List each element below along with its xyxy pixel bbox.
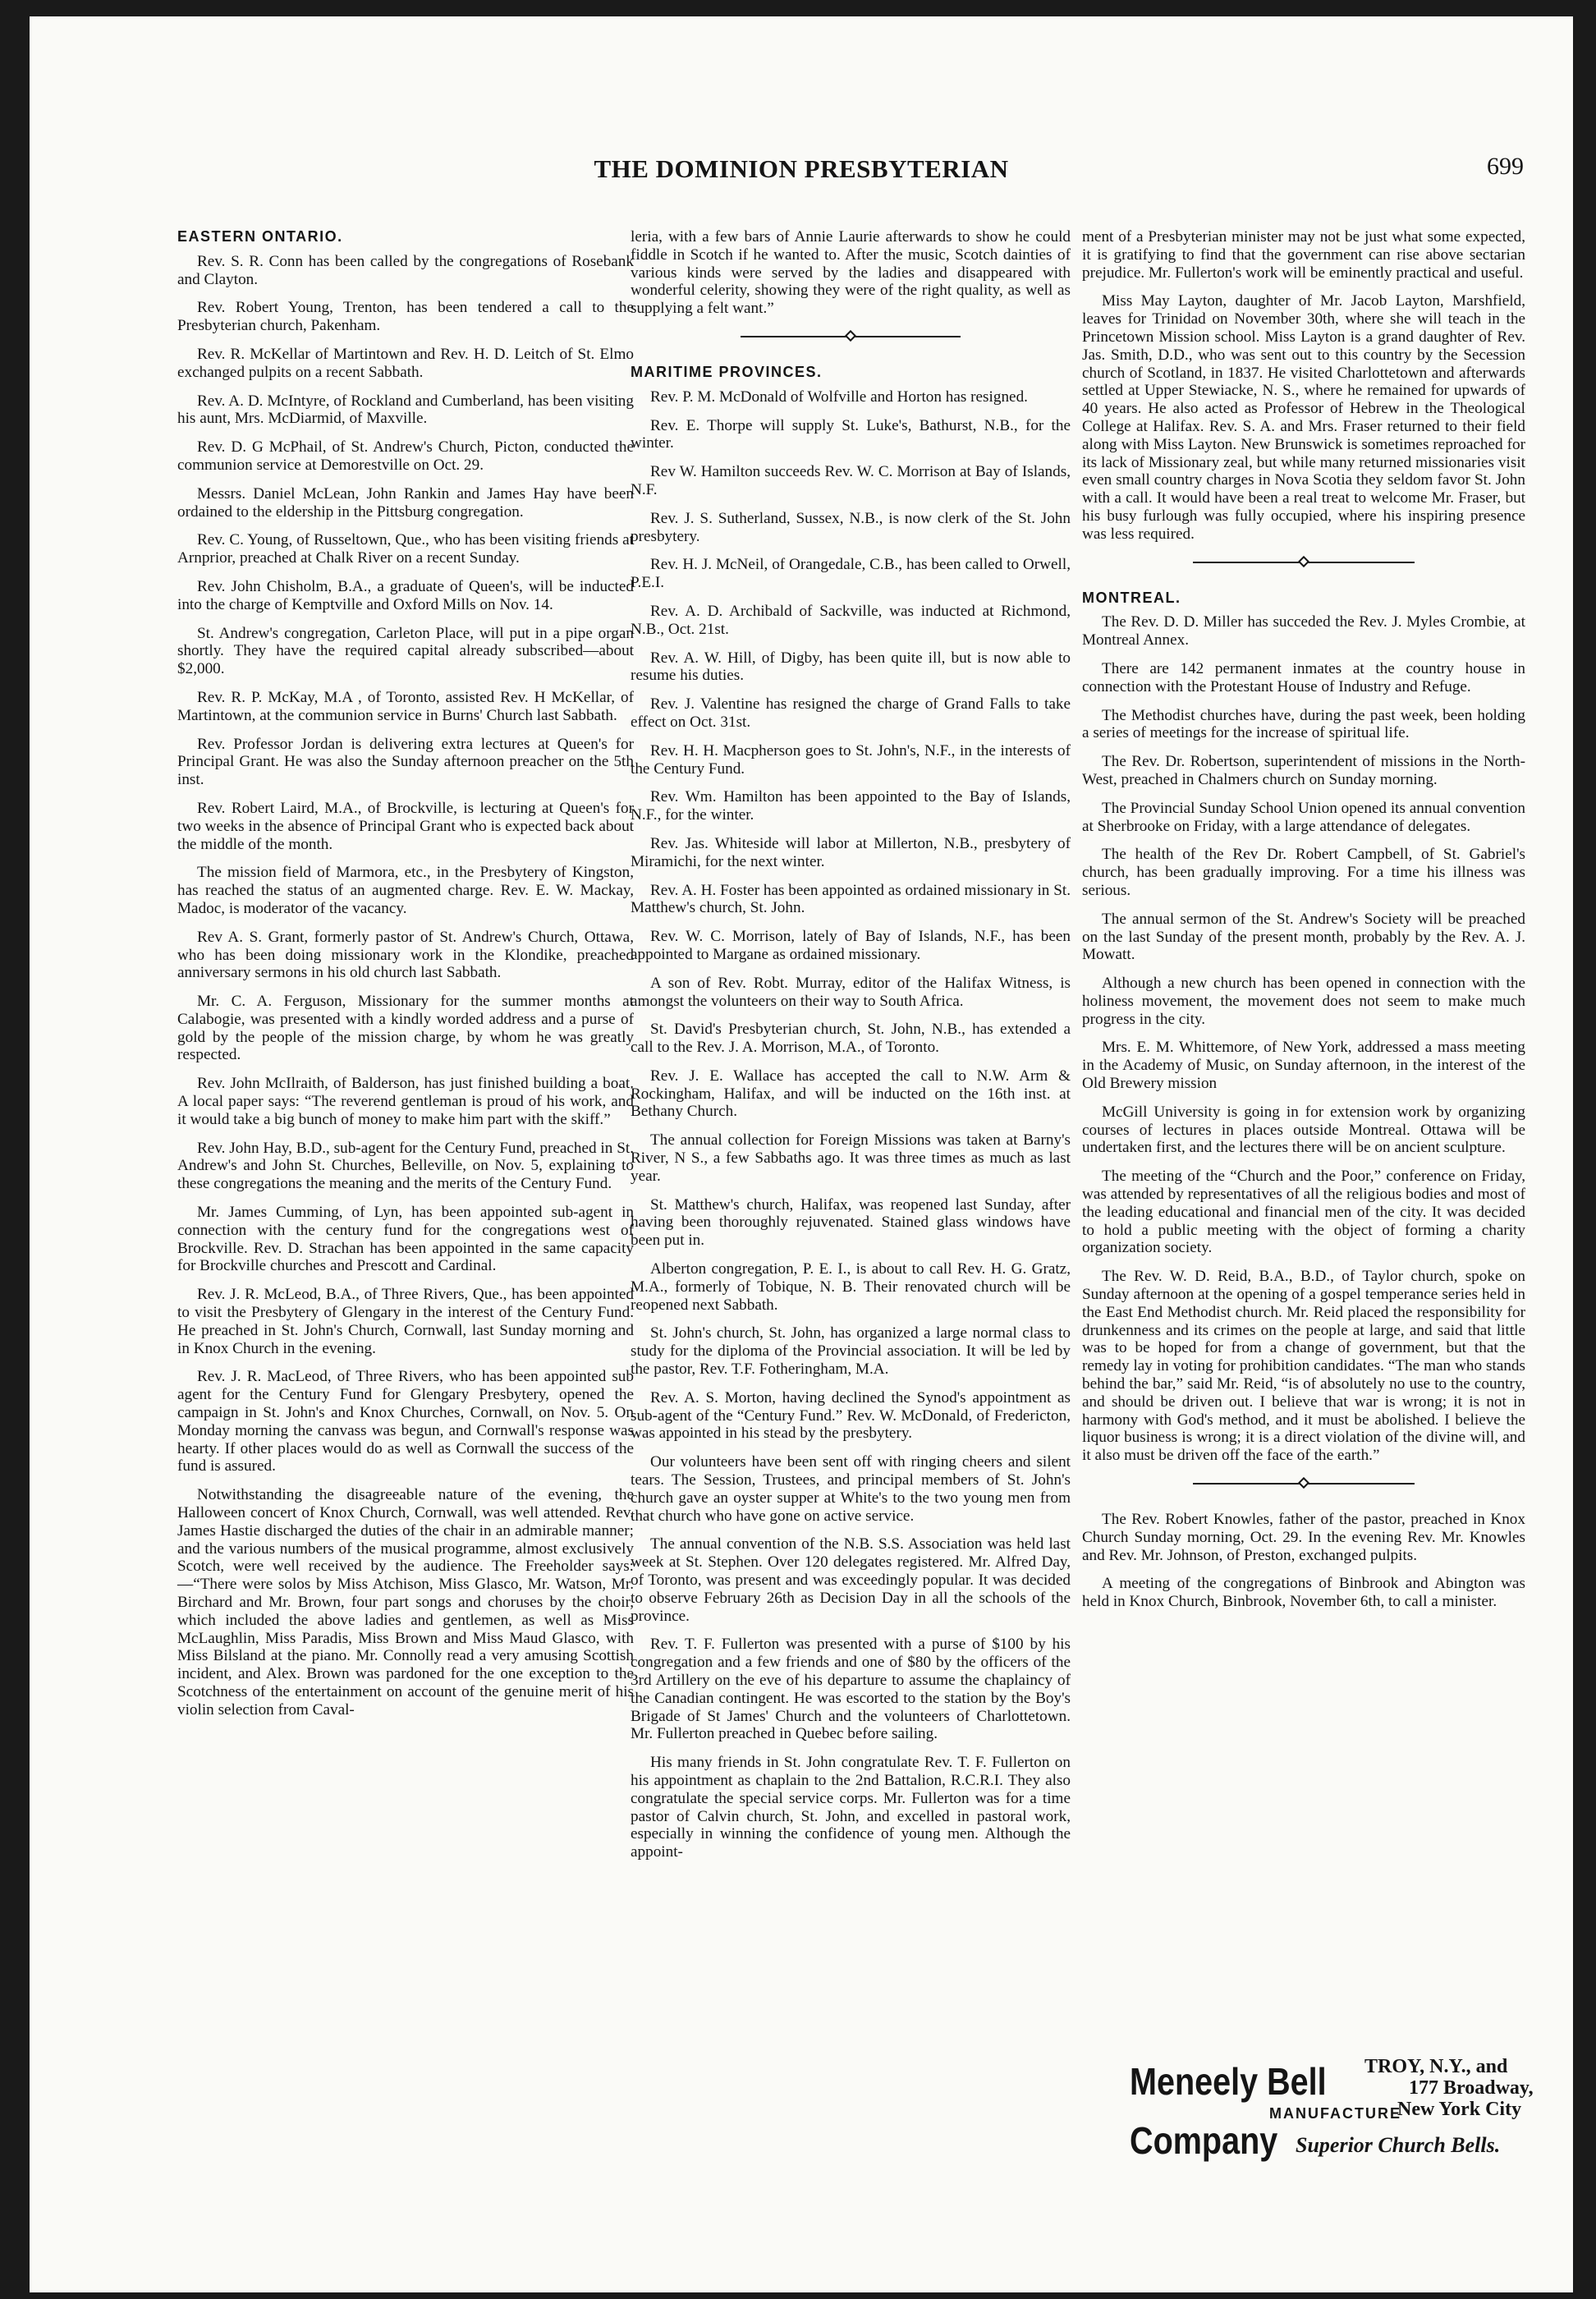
news-item: The Rev. Dr. Robertson, superintendent of missions in the North-West, preached in Chalmers church on Sunday morning. xyxy=(1082,753,1525,788)
news-item: Rev. C. Young, of Russeltown, Que., who has been visiting friends at Arnprior, preached at Chalk River on a recent Sunday. xyxy=(177,531,634,567)
news-item: Rev. A. S. Morton, having declined the Synod's appointment as sub-agent of the “Century Fund.” Rev. W. McDonald, of Fredericton, was appointed in his stead by the presbytery. xyxy=(631,1388,1071,1443)
ad-slogan: Superior Church Bells. xyxy=(1296,2133,1501,2157)
news-item: Rev W. Hamilton succeeds Rev. W. C. Morrison at Bay of Islands, N.F. xyxy=(631,463,1071,498)
news-item: Rev. John Chisholm, B.A., a graduate of Queen's, will be inducted into the charge of Kemptville and Oxford Mills on Nov. 14. xyxy=(177,577,634,613)
layton-item xyxy=(1082,292,1525,543)
news-item: Alberton congregation, P. E. I., is about to call Rev. H. G. Gratz, M.A., formerly of Tobique, N. B. Their renovated church will be reopened next Sabbath. xyxy=(631,1260,1071,1314)
column-montreal xyxy=(1082,228,1525,1622)
ad-location-line: TROY, N.Y., and xyxy=(1364,2056,1508,2077)
page-header-title: THE DOMINION PRESBYTERIAN xyxy=(594,154,1009,183)
section-heading-eastern-ontario: EASTERN ONTARIO. xyxy=(177,228,343,245)
news-item: Rev. D. G McPhail, of St. Andrew's Church, Picton, conducted the communion service at Demorestville on Oct. 29. xyxy=(177,438,634,474)
news-item: St. Matthew's church, Halifax, was reopened last Sunday, after having been thoroughly rejuvenated. Stained glass windows have been put in. xyxy=(631,1195,1071,1250)
news-item: The Rev. D. D. Miller has succeded the Rev. J. Myles Crombie, at Montreal Annex. xyxy=(1082,613,1525,649)
news-item: Although a new church has been opened in connection with the holiness movement, the movement does not seem to make much progress in the city. xyxy=(1082,975,1525,1028)
news-item: St. John's church, St. John, has organized a large normal class to study for the diploma of the Provincial association. It will be led by the pastor, Rev. T.F. Fotheringham, M.A. xyxy=(631,1324,1071,1379)
news-item: Rev. Robert Young, Trenton, has been tendered a call to the Presbyterian church, Pakenham. xyxy=(177,299,634,335)
news-item: Rev. John McIlraith, of Balderson, has just finished building a boat. A local paper says: “The reverend gentleman is proud of his work, and it would take a big bunch of money to make him part with the skiff.” xyxy=(177,1075,634,1128)
news-item: Rev. Robert Laird, M.A., of Brockville, is lecturing at Queen's for two weeks in the absence of Principal Grant who is expected back about the middle of the month. xyxy=(177,799,634,853)
news-item: Rev. R. P. McKay, M.A , of Toronto, assisted Rev. H McKellar, of Martintown, at the communion service in Burns' Church last Sabbath. xyxy=(177,688,634,724)
news-item: Rev. P. M. McDonald of Wolfville and Horton has resigned. xyxy=(650,388,1028,406)
page-number: 699 xyxy=(1487,153,1524,180)
news-item: Rev. J. S. Sutherland, Sussex, N.B., is now clerk of the St. John presbytery. xyxy=(631,509,1071,545)
maritime-items xyxy=(631,388,1071,1861)
news-item: Rev. A. W. Hill, of Digby, has been quite ill, but is now able to resume his duties. xyxy=(631,649,1071,685)
news-item: Rev. Professor Jordan is delivering extra lectures at Queen's for Principal Grant. He was also the Sunday afternoon preacher on the 5th inst. xyxy=(177,735,634,789)
continued-paragraph: ment of a Presbyterian minister may not be just what some expected, it is gratifying to find that the government can rise above sectarian prejudice. Mr. Fullerton's work will be eminently practical and useful. xyxy=(1082,228,1525,282)
news-item: Rev. H. J. McNeil, of Orangedale, C.B., has been called to Orwell, P.E.I. xyxy=(631,556,1071,592)
news-item: The Provincial Sunday School Union opened its annual convention at Sherbrooke on Friday, with a large attendance of delegates. xyxy=(1082,799,1525,835)
news-item: A son of Rev. Robt. Murray, editor of the Halifax Witness, is amongst the volunteers on their way to South Africa. xyxy=(631,974,1071,1010)
news-item: Rev. S. R. Conn has been called by the congregations of Rosebank and Clayton. xyxy=(177,252,634,288)
section-divider xyxy=(1082,555,1525,570)
section-heading-maritime-provinces: MARITIME PROVINCES. xyxy=(631,363,823,380)
news-item: The mission field of Marmora, etc., in the Presbytery of Kingston, has reached the status of an augmented charge. Rev. E. W. Mackay, Madoc, is moderator of the vacancy. xyxy=(177,864,634,917)
news-item: Notwithstanding the disagreeable nature of the evening, the Halloween concert of Knox Church, Cornwall, was well attended. Rev. James Hastie discharged the duties of the chair in an admirable manner; and the various numbers of the musical programme, almost exclusively Scotch, were well received by the audience. The Freeholder says:—“There were solos by Miss Atchison, Miss Glasco, Mr. Watson, Mr. Birchard and Mr. Brown, four part songs and choruses by the choir, which included the above ladies and gentlemen, as well as Miss McLaughlin, Miss Paradis, Miss Brown and Miss Maud Glasco, with Miss Bilsland at the piano. Mr. Connolly read a very amusing Scottish incident, and Alex. Brown was pardoned for the one exception to the Scotchness of the entertainment on account of the genuine merit of his violin selection from Caval- xyxy=(177,1486,634,1719)
news-item: Rev. J. R. McLeod, B.A., of Three Rivers, Que., has been appointed to visit the Presbytery of Glengary in the interest of the Century Fund. He preached in St. John's Church, Cornwall, last Sunday morning and in Knox Church in the evening. xyxy=(177,1286,634,1357)
news-item: Rev. John Hay, B.D., sub-agent for the Century Fund, preached in St. Andrew's and John St. Churches, Belleville, on Nov. 5, explaining to these congregations the meaning and the merits of the Century Fund. xyxy=(177,1139,634,1193)
news-item: The annual collection for Foreign Missions was taken at Barny's River, N S., a few Sabbaths ago. It was three times as much as last year. xyxy=(631,1131,1071,1185)
news-item: The Rev. Robert Knowles, father of the pastor, preached in Knox Church Sunday morning, Oct. 29. In the evening Rev. Mr. Knowles and Rev. Mr. Johnson, of Preston, exchanged pulpits. xyxy=(1082,1511,1525,1564)
news-item: Messrs. Daniel McLean, John Rankin and James Hay have been ordained to the eldership in the Pittsburg congregation. xyxy=(177,484,634,521)
news-item: Miss May Layton, daughter of Mr. Jacob Layton, Marshfield, leaves for Trinidad on November 30th, where she will teach in the Princetown Mission school. Miss Layton is a grand daughter of Rev. Jas. Smith, D.D., who was sent out to this country by the Secession church of Scotland, in 1837. He visited Charlottetown and afterwards settled at Upper Stewiacke, N. S., where he remained for upwards of 40 years. He also acted as Professor of Hebrew in the Theological College at Halifax. Rev. S. A. and Mrs. Fraser returned to their field along with Miss Layton. New Brunswick is sometimes reproached for its lack of Missionary zeal, but while many returned missionaries visit even small country charges in Nova Scotia they seldom favor St. John with a call. It would have been a real treat to welcome Mr. Fraser, but his busy furlough was fully occupied, where his inspiring presence was less required. xyxy=(1082,292,1525,543)
section-divider xyxy=(631,329,1071,344)
column-maritime xyxy=(631,228,1071,1872)
news-item: Rev. W. C. Morrison, lately of Bay of Islands, N.F., has been appointed to Margane as ordained missionary. xyxy=(631,928,1071,963)
news-item: The Methodist churches have, during the past week, been holding a series of meetings for the increase of spiritual life. xyxy=(1082,706,1525,742)
news-item: The annual sermon of the St. Andrew's Society will be preached on the last Sunday of the present month, probably by the Rev. A. J. Mowatt. xyxy=(1082,910,1525,964)
news-item: A meeting of the congregations of Binbrook and Abington was held in Knox Church, Binbrook, November 6th, to call a minister. xyxy=(1082,1575,1525,1611)
news-item: Mrs. E. M. Whittemore, of New York, addressed a mass meeting in the Academy of Music, on Sunday afternoon, in the interest of the Old Brewery mission xyxy=(1082,1039,1525,1093)
news-item: St. David's Presbyterian church, St. John, N.B., has extended a call to the Rev. J. A. Morrison, M.A., of Toronto. xyxy=(631,1021,1071,1057)
news-item: The Rev. W. D. Reid, B.A., B.D., of Taylor church, spoke on Sunday afternoon at the opening of a gospel temperance series held in the East End Methodist church. Mr. Reid placed the responsibility for drunkenness and its crimes on the people at large, and said that little was to be hoped for from a change of government, but that the remedy lay in voting for prohibition candidates. “The man who stands behind the bar,” said Mr. Reid, “is of absolutely no use to the country, and should be driven out. I believe that war is wrong; it is not in harmony with God's method, and it must be abolished. I believe the liquor business is wrong; it is a direct violation of the divine will, and it also must be driven off the face of the earth.” xyxy=(1082,1268,1525,1465)
news-item: Rev. H. H. Macpherson goes to St. John's, N.F., in the interests of the Century Fund. xyxy=(631,741,1071,778)
news-item: The health of the Rev Dr. Robert Campbell, of St. Gabriel's church, has been gradually improving. For a time his illness was serious. xyxy=(1082,846,1525,899)
meneely-bell-advertisement xyxy=(1130,2053,1565,2176)
news-item: Rev. E. Thorpe will supply St. Luke's, Bathurst, N.B., for the winter. xyxy=(631,416,1071,452)
eastern-ontario-items xyxy=(177,253,634,1719)
news-item: The annual convention of the N.B. S.S. Association was held last week at St. Stephen. Over 120 delegates registered. Mr. Alfred Day, of Toronto, was present and was exceedingly popular. It was decided to observe February 26th as Decision Day in all the schools of the province. xyxy=(631,1535,1071,1625)
column-eastern-ontario xyxy=(177,228,634,1730)
news-item: Rev. T. F. Fullerton was presented with a purse of $100 by his congregation and a few friends and one of $80 by the officers of the 3rd Artillery on the eve of his departure to assume the chaplaincy of the Canadian contingent. He was escorted to the station by the Boy's Brigade of St James' Church and the volunteers of Charlottetown. Mr. Fullerton preached in Quebec before sailing. xyxy=(631,1636,1071,1743)
ad-manufacture-label: MANUFACTURE xyxy=(1269,2105,1401,2122)
news-item: His many friends in St. John congratulate Rev. T. F. Fullerton on his appointment as chaplain to the 2nd Battalion, R.C.R.I. They also congratulate the special service corps. Mr. Fullerton was for a time pastor of Calvin church, St. John, and excelled in pastoral work, especially in winning the confidence of young men. Although the appoint- xyxy=(631,1754,1071,1861)
news-item: Mr. C. A. Ferguson, Missionary for the summer months at Calabogie, was presented with a kindly worded address and a purse of gold by the people of the mission charge, by whom he was greatly respected. xyxy=(177,993,634,1064)
ad-company-name-2: Company xyxy=(1130,2119,1278,2162)
closing-items xyxy=(1082,1511,1525,1611)
section-divider xyxy=(1082,1476,1525,1491)
news-item: Rev. R. McKellar of Martintown and Rev. H. D. Leitch of St. Elmo exchanged pulpits on a recent Sabbath. xyxy=(177,345,634,381)
news-item: Rev. Wm. Hamilton has been appointed to the Bay of Islands, N.F., for the winter. xyxy=(631,788,1071,824)
continued-paragraph: leria, with a few bars of Annie Laurie afterwards to show he could fiddle in Scotch if he wanted to. After the music, Scotch dainties of various kinds were served by the ladies and disappeared with wonderful celerity, showing they were of the right quality, as well as supplying a felt want.” xyxy=(631,228,1071,318)
news-item: Mr. James Cumming, of Lyn, has been appointed sub-agent in connection with the century fund for the congregations west of Brockville. Rev. D. Strachan has been appointed in the same capacity for Brockville churches and Prescott and Cardinal. xyxy=(177,1204,634,1275)
news-item: Our volunteers have been sent off with ringing cheers and silent tears. The Session, Trustees, and principal members of St. John's church gave an oyster supper at White's to the two young men from that church who have gone on active service. xyxy=(631,1453,1071,1525)
ad-company-name: Meneely Bell xyxy=(1130,2060,1327,2103)
newspaper-page xyxy=(30,16,1573,2292)
news-item: Rev A. S. Grant, formerly pastor of St. Andrew's Church, Ottawa, who has been doing missionary work in the Klondike, preached anniversary sermons in his old church last Sabbath. xyxy=(177,928,634,982)
news-item: Rev. A. D. McIntyre, of Rockland and Cumberland, has been visiting his aunt, Mrs. McDiarmid, of Maxville. xyxy=(177,392,634,428)
news-item: Rev. J. Valentine has resigned the charge of Grand Falls to take effect on Oct. 31st. xyxy=(631,695,1071,731)
news-item: McGill University is going in for extension work by organizing courses of lectures in places outside Montreal. Ottawa will be undertaken first, and the lectures there will be on ancient sculpture. xyxy=(1082,1103,1525,1157)
section-heading-montreal: MONTREAL. xyxy=(1082,589,1181,606)
news-item: Rev. J. E. Wallace has accepted the call to N.W. Arm & Rockingham, Halifax, and will be inducted on the 16th inst. at Bethany Church. xyxy=(631,1067,1071,1121)
news-item: Rev. A. H. Foster has been appointed as ordained missionary in St. Matthew's church, St. John. xyxy=(631,881,1071,917)
news-item: Rev. A. D. Archibald of Sackville, was inducted at Richmond, N.B., Oct. 21st. xyxy=(631,602,1071,638)
news-item: The meeting of the “Church and the Poor,” conference on Friday, was attended by representatives of all the religious bodies and most of the leading educational and financial men of the city. It was decided to hold a public meeting with the object of forming a charity organization society. xyxy=(1082,1168,1525,1257)
ad-location-line: New York City xyxy=(1397,2099,1522,2120)
news-item: Rev. Jas. Whiteside will labor at Millerton, N.B., presbytery of Miramichi, for the next winter. xyxy=(631,834,1071,870)
news-item: St. Andrew's congregation, Carleton Place, will put in a pipe organ shortly. They have the required capital already subscribed—about $2,000. xyxy=(177,624,634,678)
ad-location-line: 177 Broadway, xyxy=(1409,2077,1534,2099)
news-item: There are 142 permanent inmates at the country house in connection with the Protestant House of Industry and Refuge. xyxy=(1082,659,1525,695)
news-item: Rev. J. R. MacLeod, of Three Rivers, who has been appointed sub agent for the Century Fund for Glengary Presbytery, opened the campaign in St. John's and Knox Churches, Cornwall, on Nov. 5. On Monday morning the canvass was begun, and Cornwall's response was hearty. If other places would do as well as Cornwall the success of the fund is assured. xyxy=(177,1368,634,1475)
montreal-items xyxy=(1082,613,1525,1465)
